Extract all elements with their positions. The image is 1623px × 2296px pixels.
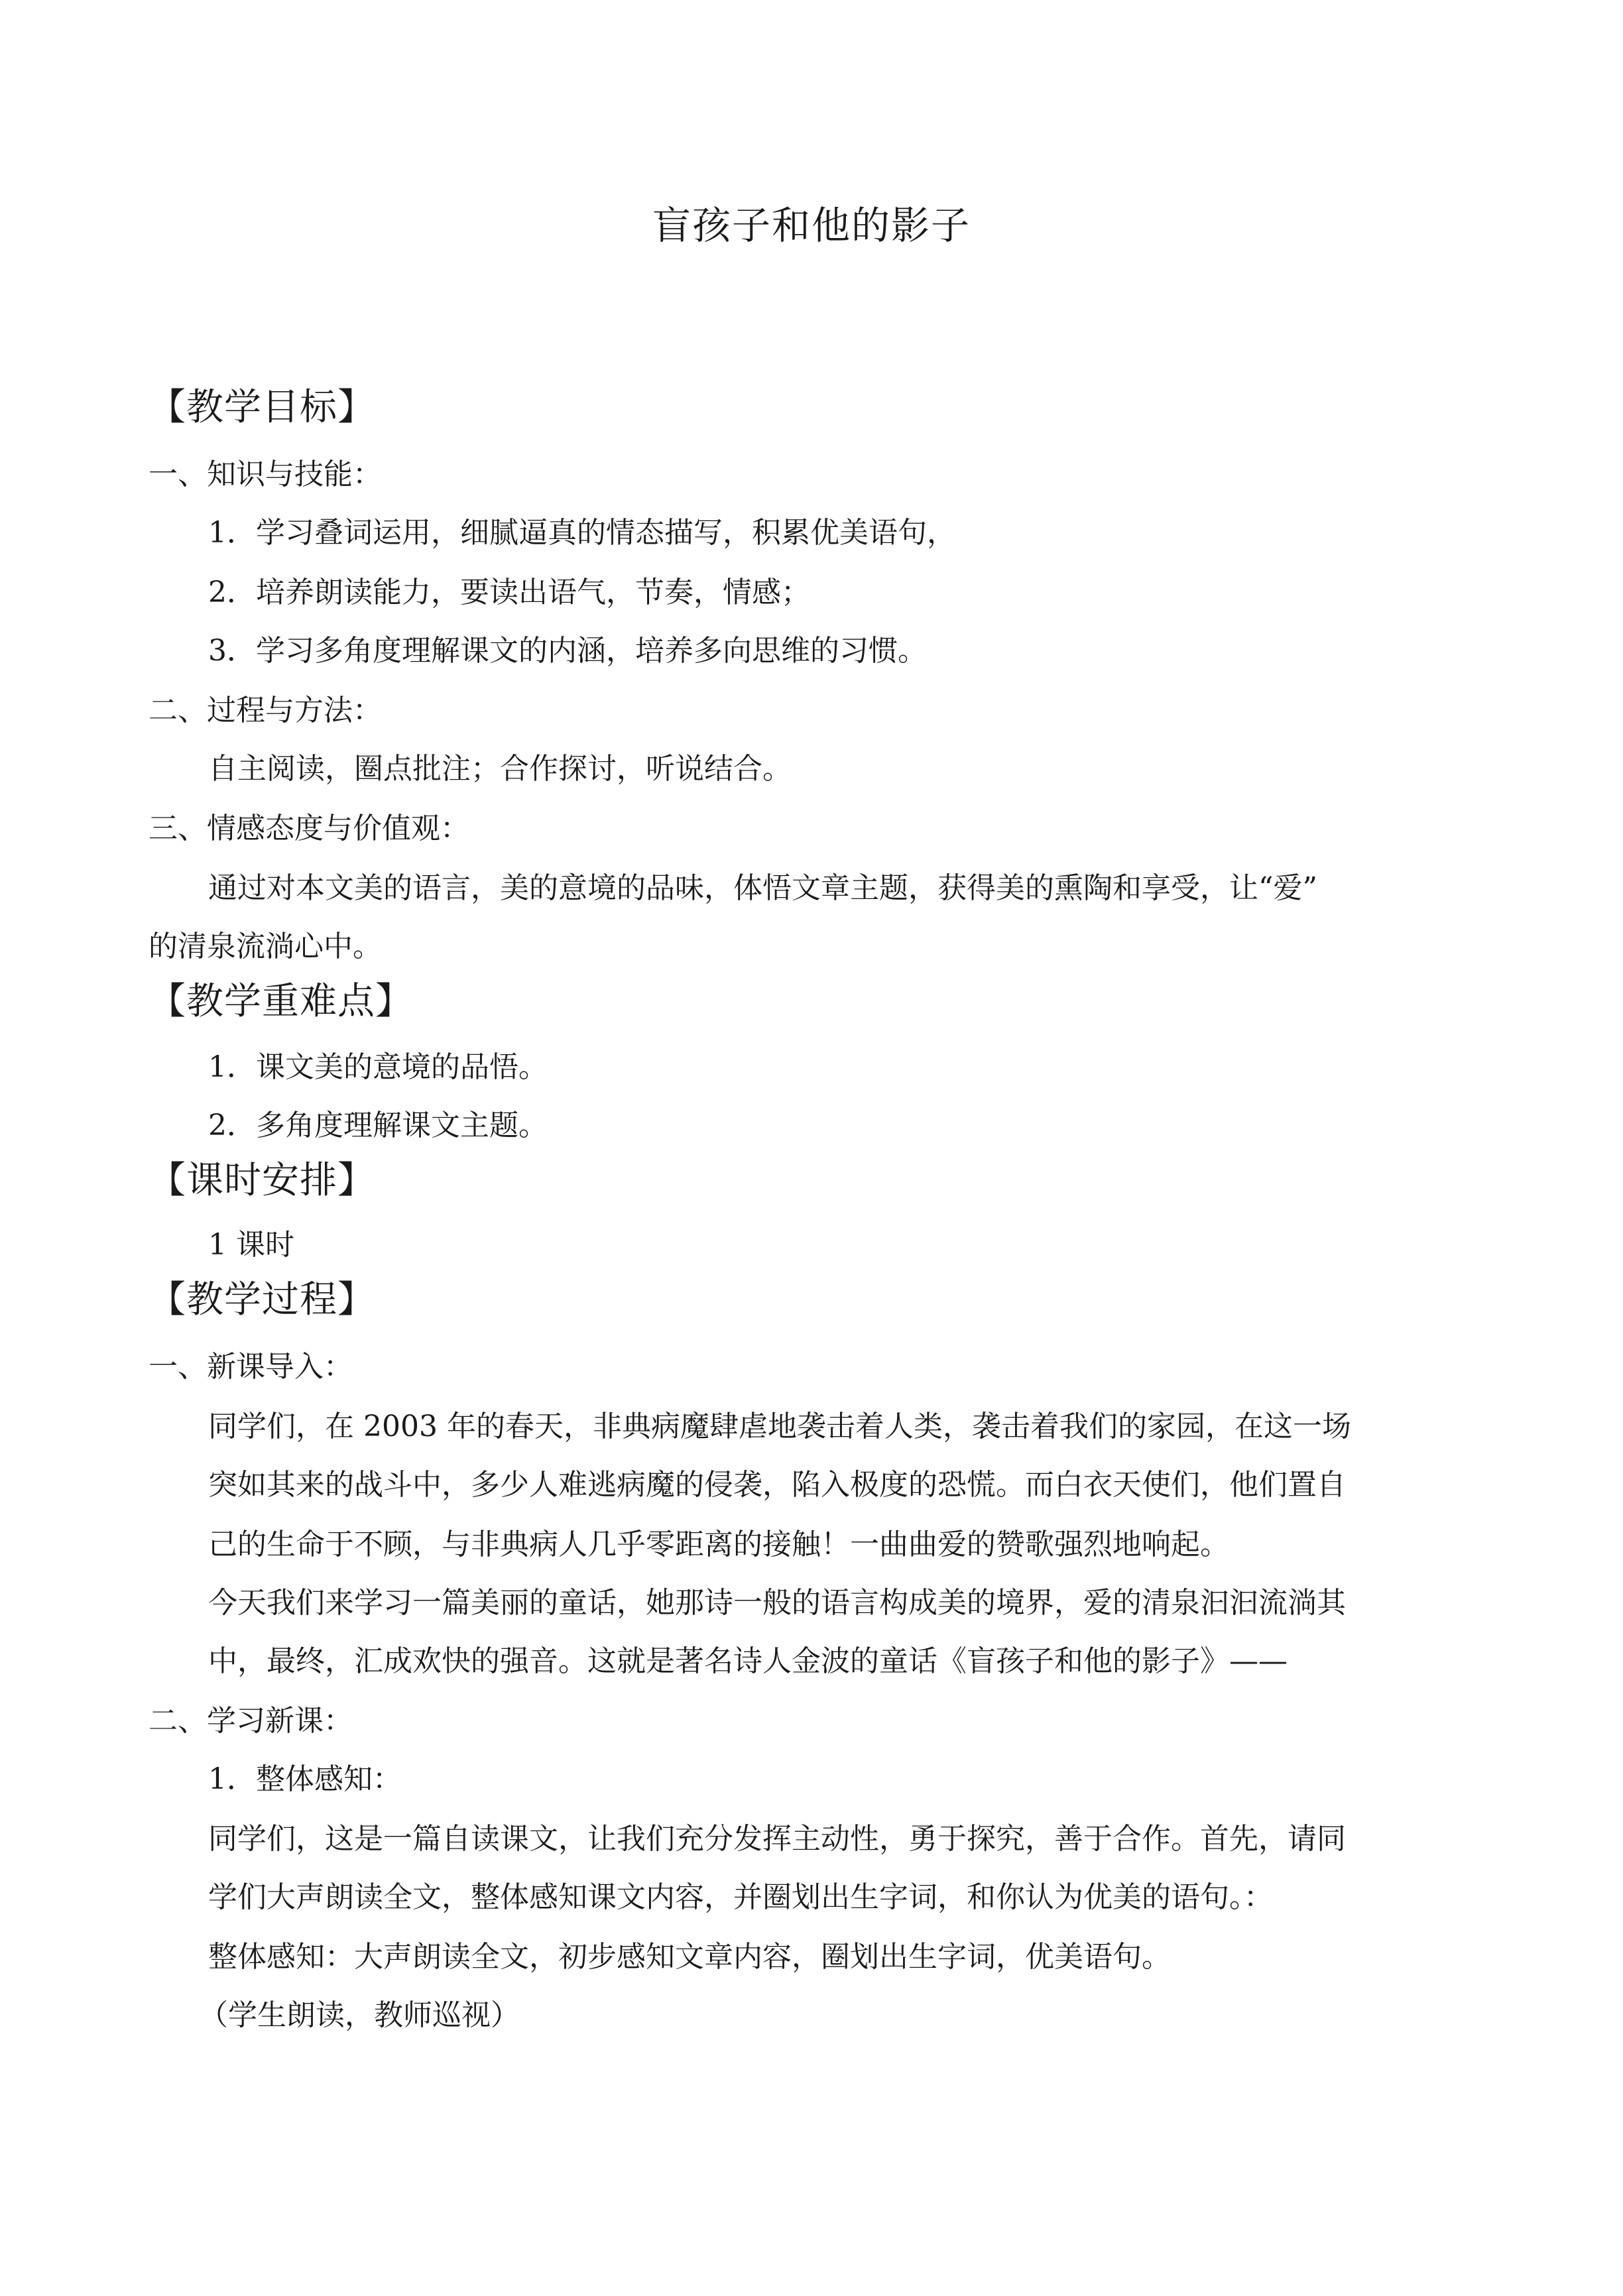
objectives-item-2: 2．培养朗读能力，要读出语气，节奏，情感； <box>208 575 810 609</box>
key-point-1: 1．课文美的意境的品悟。 <box>208 1050 548 1084</box>
process-part2-line-1: 同学们，这是一篇自读课文，让我们充分发挥主动性，勇于探究，善于合作。首先，请同 <box>208 1822 1346 1856</box>
process-part2-title: 二、学习新课： <box>149 1704 353 1738</box>
objectives-part3-text-line1: 通过对本文美的语言，美的意境的品味，体悟文章主题，获得美的熏陶和享受，让“爱” <box>208 871 1317 905</box>
heading-teaching-objectives: 【教学目标】 <box>149 386 375 429</box>
objectives-part2-title: 二、过程与方法： <box>149 694 382 727</box>
document-title: 盲孩子和他的影子 <box>652 203 971 248</box>
heading-schedule: 【课时安排】 <box>149 1159 375 1202</box>
process-intro-line-1: 同学们，在 2003 年的春天，非典病魔肆虐地袭击着人类，袭击着我们的家园，在这一场 <box>208 1410 1351 1443</box>
schedule-text: 1 课时 <box>208 1228 294 1262</box>
objectives-part1-title: 一、知识与技能： <box>149 457 382 491</box>
process-intro-line-3: 己的生命于不顾，与非典病人几乎零距离的接触！一曲曲爱的赞歌强烈地响起。 <box>208 1528 1229 1561</box>
heading-teaching-process: 【教学过程】 <box>149 1278 375 1321</box>
process-part2-line-3: 整体感知：大声朗读全文，初步感知文章内容，圈划出生字词，优美语句。 <box>208 1940 1171 1974</box>
objectives-part3-text-line2: 的清泉流淌心中。 <box>149 930 382 963</box>
process-part1-title: 一、新课导入： <box>149 1350 353 1384</box>
process-part2-line-4: （学生朗读，教师巡视） <box>199 1998 520 2032</box>
process-intro-line-2: 突如其来的战斗中，多少人难逃病魔的侵袭，陷入极度的恐慌。而白衣天使们，他们置自 <box>208 1468 1346 1502</box>
objectives-item-3: 3．学习多角度理解课文的内涵，培养多向思维的习惯。 <box>208 634 927 668</box>
heading-key-points: 【教学重难点】 <box>149 980 413 1023</box>
key-point-2: 2．多角度理解课文主题。 <box>208 1109 548 1142</box>
objectives-part2-text: 自主阅读，圈点批注；合作探讨，听说结合。 <box>208 752 792 786</box>
process-intro-line-4: 今天我们来学习一篇美丽的童话，她那诗一般的语言构成美的境界，爱的清泉汩汩流淌其 <box>208 1586 1346 1620</box>
process-part2-sub1: 1．整体感知： <box>208 1762 402 1796</box>
process-intro-line-5: 中，最终，汇成欢快的强音。这就是著名诗人金波的童话《盲孩子和他的影子》—— <box>208 1644 1288 1678</box>
objectives-item-1: 1．学习叠词运用，细腻逼真的情态描写，积累优美语句， <box>208 516 956 550</box>
objectives-part3-title: 三、情感态度与价值观： <box>149 812 469 845</box>
process-part2-line-2: 学们大声朗读全文，整体感知课文内容，并圈划出生字词，和你认为优美的语句。： <box>208 1880 1273 1914</box>
